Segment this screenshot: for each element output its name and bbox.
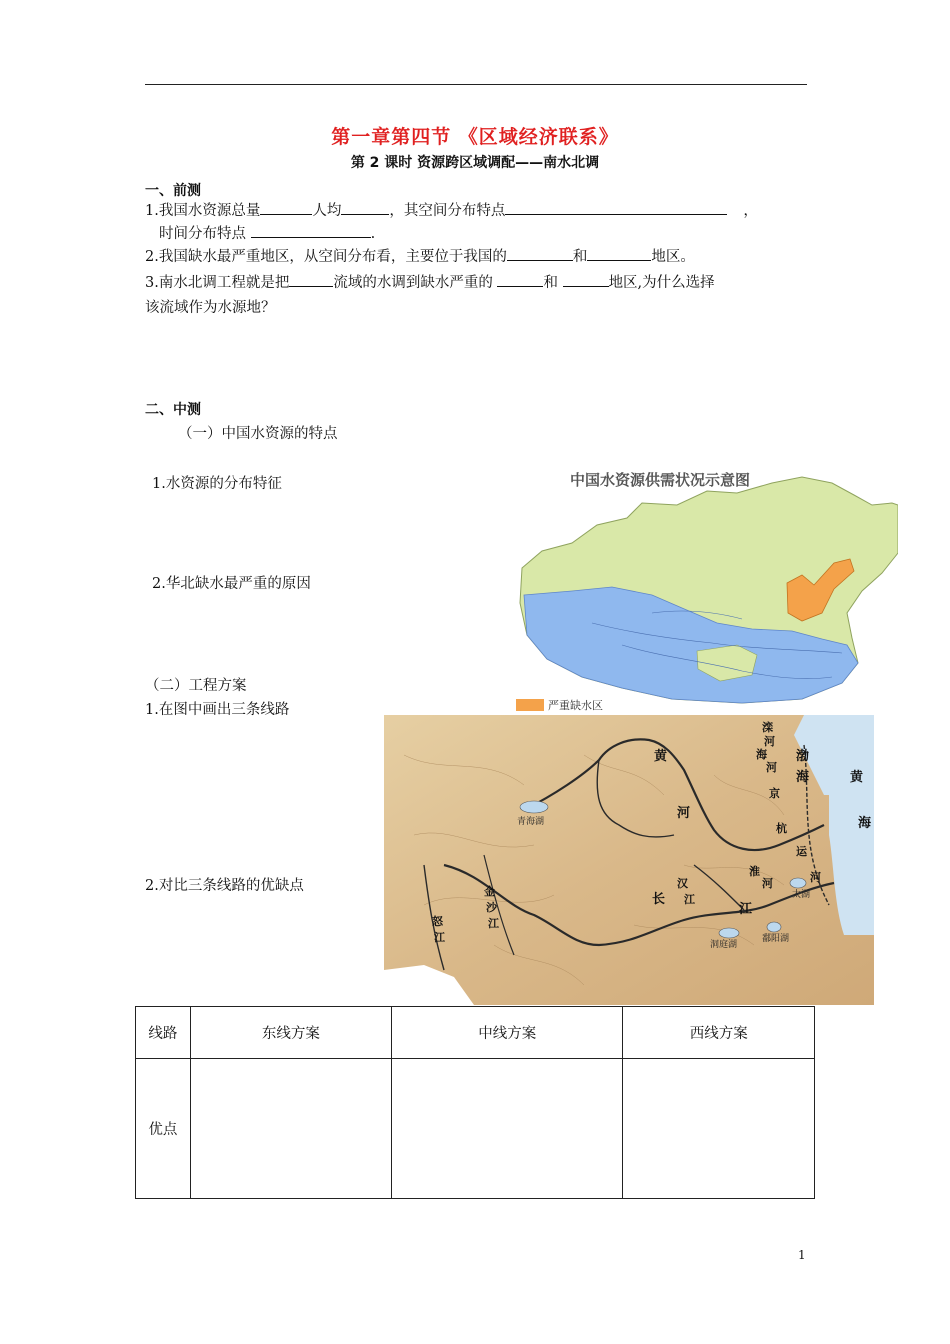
- q1-text-e: 时间分布特点: [159, 226, 246, 242]
- section-heading-pretest: 一、前测: [145, 183, 201, 199]
- label-hai-2: 河: [766, 761, 777, 774]
- table-row-advantages: [136, 1059, 815, 1199]
- q1-text-a: 1.我国水资源总量: [145, 203, 261, 219]
- label-nu-2: 江: [434, 931, 445, 944]
- q2-blank-1[interactable]: [507, 246, 573, 261]
- header-cell-middle: 中线方案: [392, 1007, 623, 1059]
- item-distribution: 1.水资源的分布特征: [152, 476, 282, 492]
- header-rule: [145, 84, 807, 85]
- label-jinghang-2: 杭: [776, 822, 787, 835]
- label-nu-1: 怒: [432, 915, 443, 928]
- qinghai-lake-shape: [520, 801, 548, 813]
- q3-blank-basin[interactable]: [289, 272, 333, 287]
- cell-west-advantages[interactable]: [623, 1059, 815, 1199]
- label-luan-2: 河: [764, 735, 775, 748]
- q3-blank-region-2[interactable]: [563, 272, 609, 287]
- china-water-map: [502, 463, 898, 718]
- q3-text-b: 流域的水调到缺水严重的: [333, 275, 493, 291]
- label-jinghang-1: 京: [769, 787, 780, 800]
- q2-text-b: 和: [572, 249, 588, 265]
- q1-blank-percapita[interactable]: [341, 200, 389, 215]
- header-cell-west: 西线方案: [623, 1007, 815, 1059]
- q1-blank-total[interactable]: [260, 200, 312, 215]
- q3-blank-region-1[interactable]: [497, 272, 543, 287]
- section-heading-midtest: 二、中测: [145, 402, 201, 418]
- q2-text-c: 地区。: [651, 249, 695, 265]
- page-subtitle: 第 2 课时 资源跨区域调配——南水北调: [350, 155, 600, 171]
- q3-text-d: 地区,为什么选择: [608, 275, 715, 291]
- river-relief-map: [384, 715, 874, 1005]
- item-draw-routes: 1.在图中画出三条线路: [145, 702, 290, 718]
- header-cell-route: 线路: [136, 1007, 191, 1059]
- label-huanghai-1: 黄: [850, 770, 864, 785]
- q1-blank-spatial[interactable]: [505, 200, 727, 215]
- label-jinsha-2: 沙: [486, 901, 497, 914]
- map1-legend-label: 严重缺水区: [548, 699, 603, 712]
- label-poyanghu: 鄱阳湖: [762, 934, 790, 944]
- map1-title: 中国水资源供需状况示意图: [570, 471, 751, 489]
- item-north-china-reason: 2.华北缺水最严重的原因: [152, 576, 311, 592]
- label-huai-1: 淮: [749, 865, 760, 878]
- q3-text-c: 和: [543, 275, 558, 291]
- label-hai-1: 海: [756, 748, 767, 761]
- table-header-row: [136, 1007, 815, 1059]
- label-hanjiang-2: 江: [684, 893, 695, 906]
- label-huang-2: 河: [677, 806, 691, 821]
- subheading-plan: （二）工程方案: [145, 678, 247, 694]
- q1-text-b: 人均: [312, 203, 342, 219]
- label-huai-2: 河: [762, 877, 773, 890]
- label-taihu: 太湖: [792, 890, 811, 900]
- q1-text-d: ，: [743, 203, 758, 219]
- question-2: [145, 246, 695, 267]
- row-label-advantages: 优点: [136, 1059, 191, 1199]
- page-title: 第一章第四节 《区域经济联系》: [331, 126, 619, 148]
- route-comparison-table: [135, 1006, 815, 1199]
- label-changjiang-1: 长: [652, 892, 666, 907]
- q3-text-a: 3.南水北调工程就是把: [145, 275, 290, 291]
- question-3-line-2: 该流域作为水源地？: [145, 300, 276, 316]
- label-bohai-1: 渤: [796, 749, 810, 764]
- q2-text-a: 2.我国缺水最严重地区，从空间分布看，主要位于我国的: [145, 249, 507, 265]
- q1-blank-temporal[interactable]: [251, 223, 371, 238]
- q2-blank-2[interactable]: [587, 246, 651, 261]
- page-number: 1: [798, 1248, 806, 1262]
- header-cell-east: 东线方案: [190, 1007, 391, 1059]
- label-luan-1: 滦: [762, 721, 773, 734]
- label-jinghang-3: 运: [796, 845, 807, 858]
- cell-east-advantages[interactable]: [190, 1059, 391, 1199]
- label-jinsha-3: 江: [488, 917, 499, 930]
- label-changjiang-2: 江: [739, 902, 753, 917]
- label-dongtinghu: 洞庭湖: [710, 940, 738, 950]
- item-compare-routes: 2.对比三条线路的优缺点: [145, 878, 304, 894]
- label-jinsha-1: 金: [484, 885, 495, 898]
- q1-text-c: ，其空间分布特点: [389, 203, 506, 219]
- label-qinghai-lake: 青海湖: [517, 817, 545, 827]
- q1-text-f: .: [370, 226, 376, 242]
- question-1-line-2: [159, 223, 375, 244]
- subheading-water-features: （一）中国水资源的特点: [178, 426, 338, 442]
- question-3-line-1: [145, 272, 715, 293]
- legend-swatch: [516, 699, 544, 711]
- label-jinghang-4: 河: [810, 871, 821, 884]
- cell-middle-advantages[interactable]: [392, 1059, 623, 1199]
- question-1-line-1: [145, 200, 758, 221]
- label-huanghai-2: 海: [858, 816, 872, 831]
- label-hanjiang-1: 汉: [677, 877, 688, 890]
- label-huang-1: 黄: [654, 749, 668, 764]
- label-bohai-2: 海: [796, 770, 810, 785]
